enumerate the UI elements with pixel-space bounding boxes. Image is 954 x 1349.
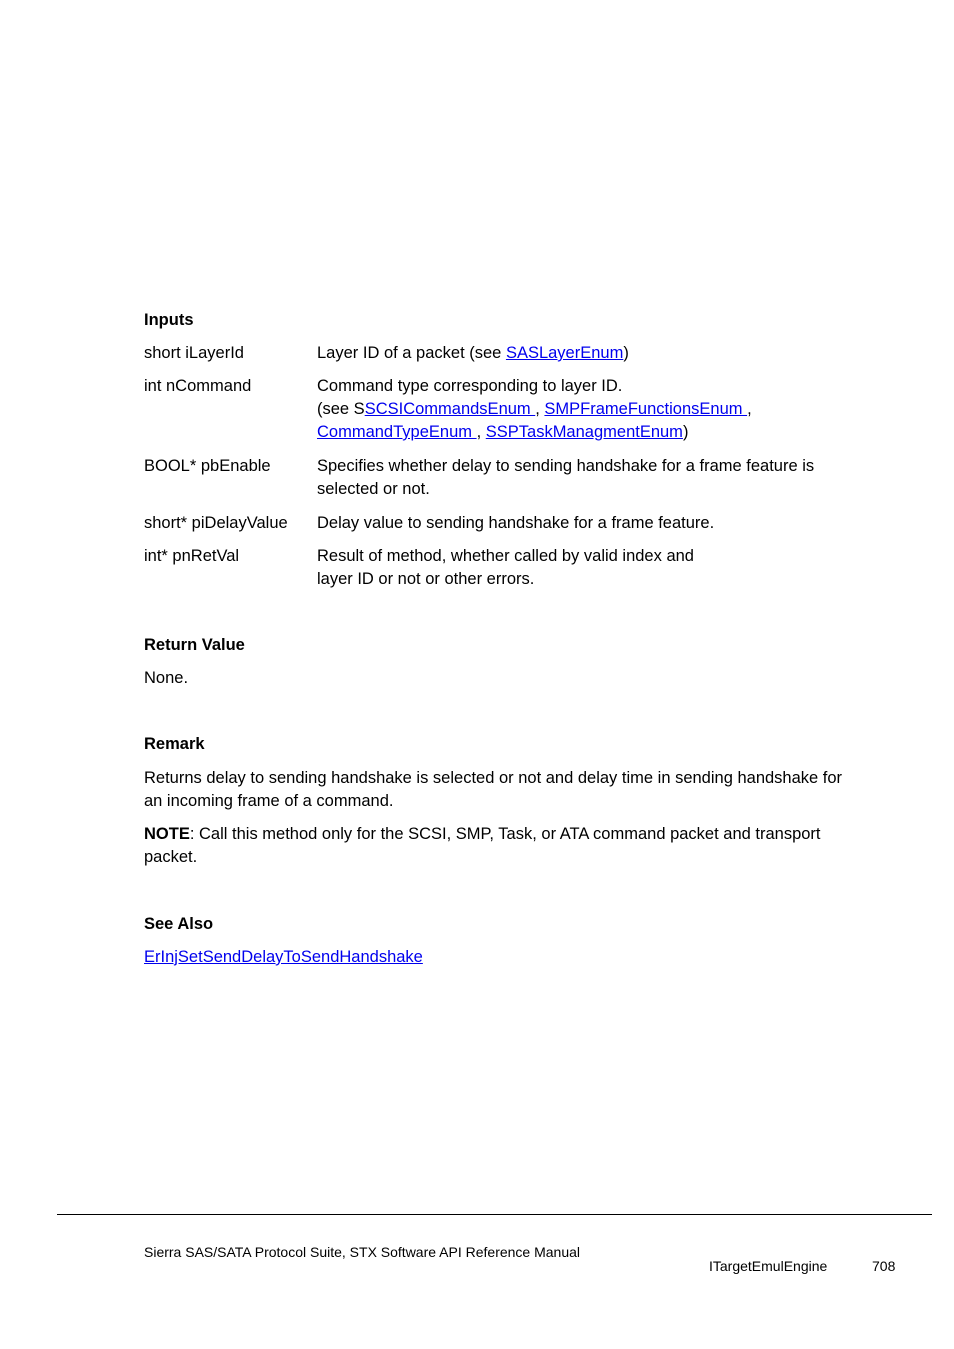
param-desc-ncommand	[317, 375, 877, 444]
ssptaskmanagmentenum-link[interactable]: SSPTaskManagmentEnum	[485, 423, 683, 441]
param-name-ilayerid: short iLayerId	[144, 344, 244, 362]
desc-text: )	[682, 423, 689, 441]
remark-paragraph	[144, 767, 894, 813]
footer-section-name: ITargetEmulEngine	[709, 1258, 828, 1274]
return-value-text: None.	[144, 669, 189, 687]
scsicommandsenum-link[interactable]: SCSICommandsEnum	[364, 400, 536, 418]
desc-line: Result of method, whether called by valid index and	[317, 547, 694, 565]
remark-line: an incoming frame of a command.	[144, 792, 394, 810]
separator: ,	[535, 400, 545, 418]
saslayerenum-link[interactable]: SASLayerEnum	[505, 344, 624, 362]
separator: ,	[747, 400, 752, 418]
desc-line: Delay value to sending handshake for a frame feature.	[317, 514, 715, 532]
smpframefunctionsenum-link[interactable]: SMPFrameFunctionsEnum	[544, 400, 748, 418]
desc-line: selected or not.	[317, 480, 430, 498]
param-name-pnretval: int* pnRetVal	[144, 547, 240, 565]
remark-heading: Remark	[144, 735, 205, 753]
param-desc-pidelayvalue	[317, 512, 877, 535]
footer-divider	[57, 1214, 932, 1215]
note-paragraph	[144, 823, 894, 869]
desc-line: Command type corresponding to layer ID.	[317, 377, 623, 395]
desc-text: )	[623, 344, 629, 362]
desc-line: Specifies whether delay to sending handshake for a frame feature is	[317, 457, 815, 475]
footer-page-number: 708	[872, 1258, 896, 1274]
param-desc-pnretval	[317, 545, 877, 591]
note-text: : Call this method only for the SCSI, SMP, Task, or ATA command packet and transport	[189, 825, 821, 843]
remark-line: Returns delay to sending handshake is selected or not and delay time in sending handshake for	[144, 769, 843, 787]
see-also-heading: See Also	[144, 915, 214, 933]
note-line	[144, 823, 894, 846]
param-name-pbenable: BOOL* pbEnable	[144, 457, 271, 475]
desc-line: layer ID or not or other errors.	[317, 570, 535, 588]
inputs-heading: Inputs	[144, 311, 194, 329]
note-label: NOTE	[144, 825, 190, 843]
footer-manual-title: Sierra SAS/SATA Protocol Suite, STX Software API Reference Manual	[144, 1244, 581, 1260]
desc-text: Layer ID of a packet (see	[317, 344, 506, 362]
note-line: packet.	[144, 848, 198, 866]
separator: ,	[476, 423, 486, 441]
return-value-heading: Return Value	[144, 636, 245, 654]
erinjsetsenddelaytosendhandshake-link[interactable]: ErInjSetSendDelayToSendHandshake	[144, 948, 423, 966]
param-name-pidelayvalue: short* piDelayValue	[144, 514, 288, 532]
desc-line	[317, 421, 877, 444]
desc-line	[317, 398, 877, 421]
desc-text: (see S	[317, 400, 365, 418]
param-desc-ilayerid	[317, 342, 877, 365]
param-desc-pbenable	[317, 455, 877, 501]
commandtypeenum-link[interactable]: CommandTypeEnum	[317, 423, 477, 441]
param-name-ncommand: int nCommand	[144, 377, 252, 395]
see-also-body	[144, 946, 894, 969]
